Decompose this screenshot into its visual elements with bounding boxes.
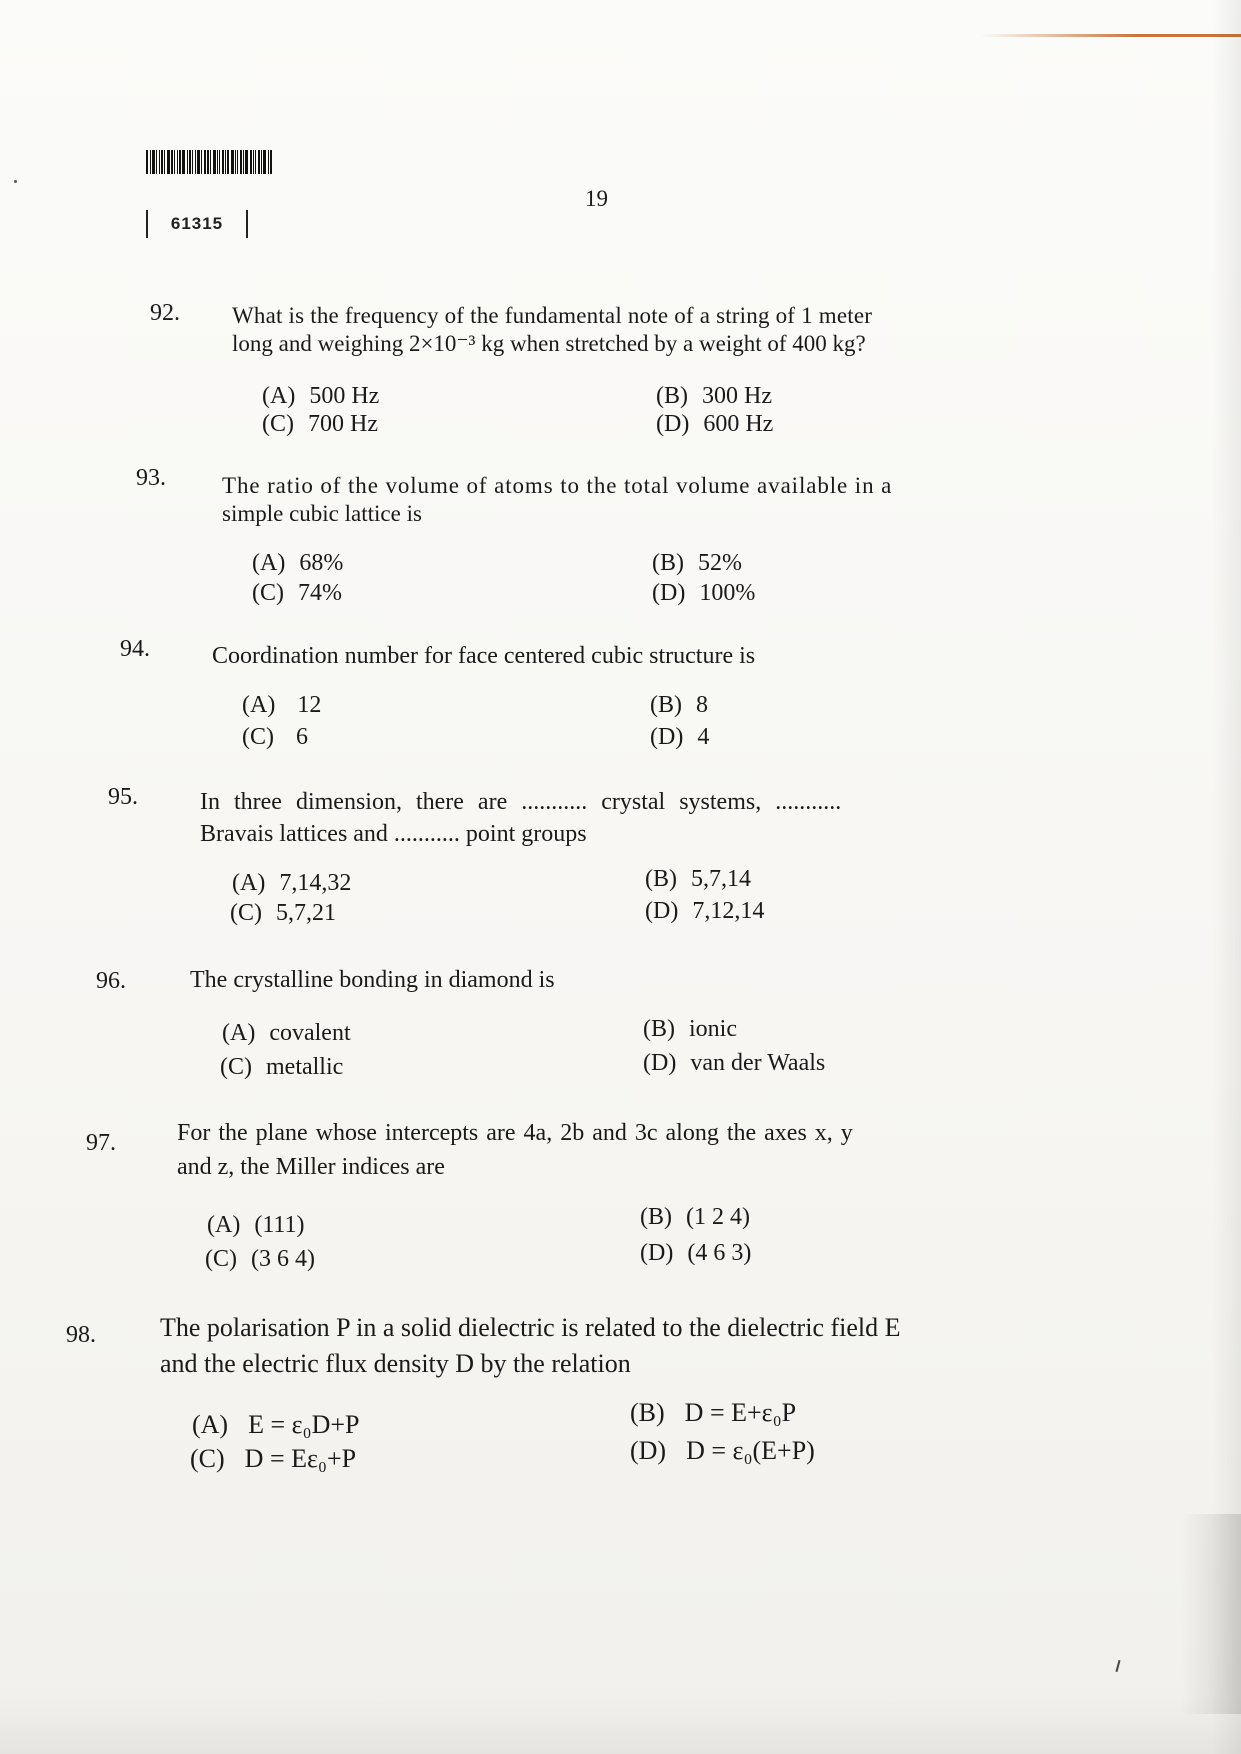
question-number: 93. <box>136 465 166 491</box>
barcode-bar <box>213 150 216 174</box>
option-value: 5,7,14 <box>691 866 751 892</box>
barcode-bar <box>225 150 226 174</box>
option-value: 12 <box>297 692 322 718</box>
barcode-bar <box>152 150 155 174</box>
option-label: (A) <box>262 383 296 409</box>
option-b <box>645 866 751 893</box>
option-label: (C) <box>242 724 274 750</box>
barcode-bar <box>270 150 272 174</box>
barcode-bar <box>219 150 220 174</box>
barcode-bar <box>167 150 170 174</box>
question-line: and the electric flux density D by the relation <box>160 1349 631 1378</box>
question-number: 96. <box>96 968 126 994</box>
barcode-bar <box>217 150 218 174</box>
option-label: (B) <box>652 550 684 576</box>
barcode-bar <box>258 150 260 174</box>
option-value: 700 Hz <box>308 411 378 437</box>
question-number: 92. <box>150 300 180 326</box>
question-line: The crystalline bonding in diamond is <box>190 967 555 993</box>
option-value: ionic <box>689 1016 737 1042</box>
option-value: 4 <box>697 724 710 750</box>
barcode-bar <box>187 150 188 174</box>
option-a <box>262 383 379 410</box>
page-edge-shadow <box>1211 0 1241 1754</box>
option-value: E = ε₀D+P <box>248 1410 360 1439</box>
option-label: (D) <box>652 580 686 606</box>
option-label: (A) <box>207 1212 241 1238</box>
option-a <box>232 870 351 897</box>
barcode-bar <box>250 150 252 174</box>
option-d <box>640 1240 751 1267</box>
question-number: 98. <box>66 1322 96 1348</box>
barcode-bar <box>150 150 151 174</box>
barcode-bar <box>159 150 160 174</box>
barcode-bar <box>240 150 242 174</box>
barcode-bar <box>231 150 234 174</box>
option-value: 300 Hz <box>702 383 772 409</box>
option-value: 8 <box>696 692 708 718</box>
barcode-bar <box>222 150 224 174</box>
option-value: 52% <box>698 550 742 576</box>
option-d <box>630 1436 815 1466</box>
barcode-bar <box>261 150 262 174</box>
barcode-bar <box>210 150 211 174</box>
option-value: 5,7,21 <box>276 900 336 926</box>
barcode-bar <box>237 150 238 174</box>
barcode-bar <box>195 150 196 174</box>
option-d <box>656 411 773 438</box>
option-value: (4 6 3) <box>687 1240 752 1266</box>
barcode-icon <box>146 150 312 174</box>
barcode-bar <box>171 150 173 174</box>
option-value: 7,14,32 <box>279 870 352 896</box>
corner-shadow <box>1181 1514 1241 1714</box>
option-label: (C) <box>252 580 284 606</box>
barcode-bar <box>201 150 202 174</box>
option-value: covalent <box>269 1020 351 1046</box>
barcode-bar <box>268 150 269 174</box>
option-a <box>242 692 321 719</box>
barcode-bar <box>192 150 193 174</box>
option-c <box>205 1246 315 1273</box>
option-value: 74% <box>298 580 342 606</box>
option-value: van der Waals <box>690 1050 826 1076</box>
option-value: 7,12,14 <box>692 898 765 924</box>
option-b <box>643 1016 737 1043</box>
option-label: (B) <box>645 866 677 892</box>
option-c <box>252 580 342 607</box>
paper-code: 61315 <box>146 210 248 238</box>
option-a <box>222 1020 351 1047</box>
question-line: Coordination number for face centered cubic structure is <box>212 643 756 669</box>
barcode-bar <box>197 150 200 174</box>
option-label: (A) <box>252 550 286 576</box>
question-line: and z, the Miller indices are <box>177 1154 445 1180</box>
option-label: (D) <box>656 411 690 437</box>
option-value: D = ε₀(E+P) <box>686 1436 815 1465</box>
option-value: metallic <box>266 1054 344 1080</box>
option-d <box>650 724 709 751</box>
question-line: Bravais lattices and ........... point groups <box>200 821 587 847</box>
option-d <box>652 580 755 607</box>
option-b <box>652 550 742 577</box>
barcode-bar <box>161 150 163 174</box>
option-label: (A) <box>242 692 276 718</box>
option-c <box>230 900 336 927</box>
option-label: (B) <box>643 1016 675 1042</box>
barcode-bar <box>182 150 185 174</box>
option-label: (A) <box>192 1410 229 1439</box>
option-label: (B) <box>650 692 682 718</box>
question-line: The ratio of the volume of atoms to the total volume available in a <box>222 473 893 498</box>
barcode-bar <box>243 150 244 174</box>
barcode-bar <box>207 150 209 174</box>
stray-mark <box>14 180 17 183</box>
option-b <box>640 1204 750 1231</box>
question-text <box>200 786 1040 850</box>
option-d <box>645 898 764 925</box>
option-label: (D) <box>630 1436 667 1465</box>
option-a <box>192 1410 360 1440</box>
option-b <box>630 1398 796 1428</box>
option-label: (A) <box>232 870 266 896</box>
question-text <box>212 642 1012 670</box>
option-value: 600 Hz <box>703 411 774 437</box>
option-label: (D) <box>645 898 679 924</box>
barcode-bar <box>263 150 266 174</box>
option-value: (3 6 4) <box>251 1246 315 1272</box>
option-b <box>650 692 708 719</box>
option-c <box>242 724 308 751</box>
barcode-bar <box>189 150 191 174</box>
option-c <box>190 1444 356 1474</box>
barcode-bar <box>164 150 165 174</box>
option-label: (D) <box>650 724 684 750</box>
question-text <box>222 472 1032 528</box>
bottom-shadow <box>0 1694 1241 1754</box>
barcode-bar <box>204 150 206 174</box>
question-line: For the plane whose intercepts are 4a, 2b and 3c along the axes x, y <box>177 1120 853 1146</box>
option-value: 100% <box>699 580 756 606</box>
question-number: 94. <box>120 636 150 662</box>
barcode-bar <box>177 150 178 174</box>
option-label: (C) <box>205 1246 237 1272</box>
question-text <box>190 966 990 994</box>
barcode-bar <box>179 150 181 174</box>
barcode-bar <box>146 150 148 174</box>
barcode-bar <box>156 150 157 174</box>
option-value: (1 2 4) <box>686 1204 750 1230</box>
option-value: 6 <box>296 724 308 750</box>
option-label: (D) <box>640 1240 674 1266</box>
question-line: What is the frequency of the fundamental note of a string of 1 meter <box>232 303 873 328</box>
question-line: long and weighing 2×10⁻³ kg when stretched by a weight of 400 kg? <box>232 331 866 356</box>
option-label: (B) <box>656 383 688 409</box>
option-label: (A) <box>222 1020 256 1046</box>
option-a <box>252 550 343 577</box>
option-d <box>643 1050 825 1077</box>
question-line: The polarisation P in a solid dielectric is related to the dielectric field E <box>160 1313 901 1342</box>
option-value: D = Eε₀+P <box>244 1444 357 1473</box>
question-text <box>160 1310 1060 1382</box>
top-edge-line <box>981 34 1241 37</box>
barcode-bar <box>245 150 248 174</box>
option-label: (C) <box>262 411 294 437</box>
option-label: (B) <box>640 1204 672 1230</box>
option-value: 68% <box>299 550 344 576</box>
barcode-bar <box>255 150 256 174</box>
barcode-bar <box>235 150 236 174</box>
barcode-bar <box>174 150 175 174</box>
question-line: simple cubic lattice is <box>222 501 422 526</box>
question-number: 97. <box>86 1130 116 1156</box>
option-label: (C) <box>190 1444 225 1473</box>
option-label: (C) <box>220 1054 252 1080</box>
barcode-bar <box>227 150 229 174</box>
question-number: 95. <box>108 784 138 810</box>
option-value: 500 Hz <box>309 383 380 409</box>
option-c <box>262 411 378 438</box>
question-line: In three dimension, there are ........... crystal systems, ........... <box>200 789 842 815</box>
option-c <box>220 1054 343 1081</box>
question-text <box>232 302 1032 358</box>
option-label: (C) <box>230 900 262 926</box>
question-text <box>177 1116 1057 1184</box>
option-value: D = E+ε₀P <box>684 1398 797 1427</box>
option-label: (D) <box>643 1050 677 1076</box>
stray-tick <box>1115 1660 1120 1672</box>
option-b <box>656 383 772 410</box>
page-number: 19 <box>585 186 608 211</box>
option-value: (111) <box>254 1212 305 1238</box>
option-label: (B) <box>630 1398 665 1427</box>
option-a <box>207 1212 305 1239</box>
barcode-bar <box>253 150 254 174</box>
